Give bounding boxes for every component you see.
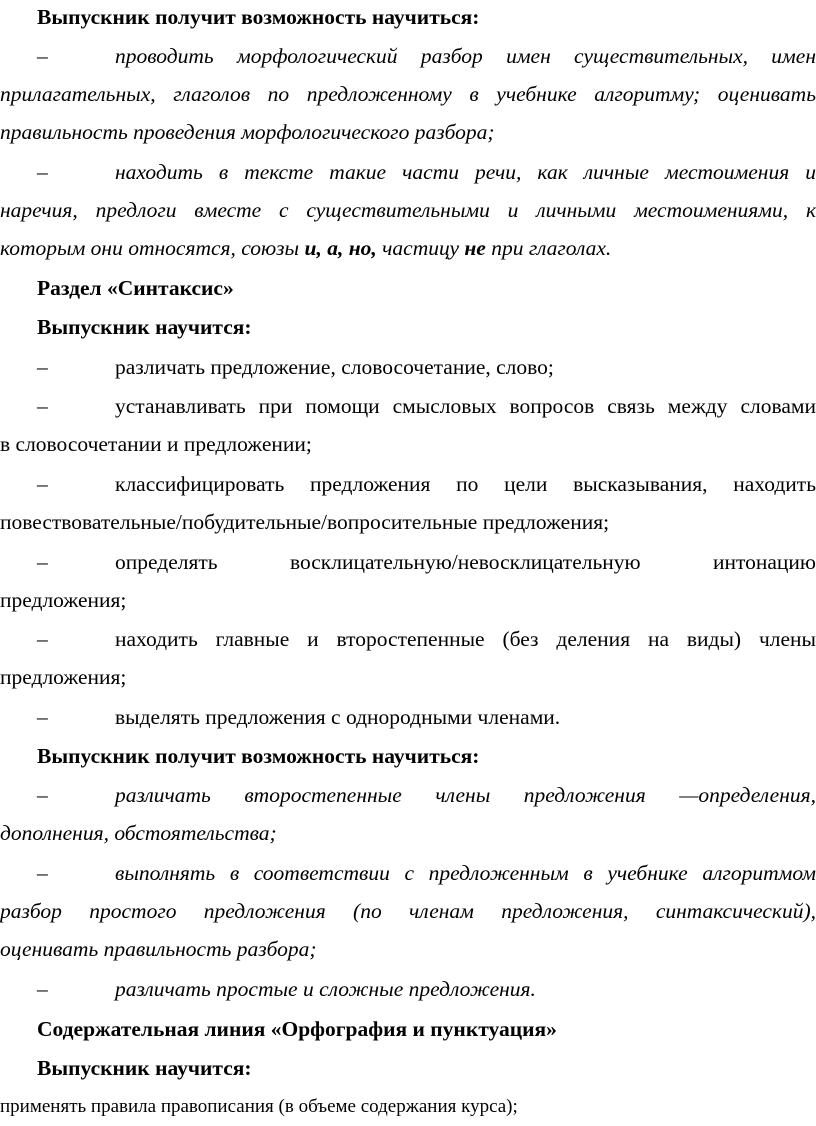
list-item: [0, 776, 816, 814]
list-item-text: находить в тексте такие части речи, как личные местоимения и: [115, 160, 816, 184]
list-item-text: выделять предложения с однородными членами.: [115, 705, 561, 729]
dash-bullet: –: [37, 44, 48, 68]
list-item-continuation: повествовательные/побудительные/вопросительные предложения;: [0, 510, 610, 534]
dash-bullet: –: [37, 627, 48, 651]
heading-will-learn-2: Выпускник научится:: [37, 1056, 252, 1080]
list-item-text: классифицировать предложения по цели высказывания, находить: [115, 472, 816, 496]
list-item-text: различать второстепенные члены предложения —определения,: [115, 783, 816, 807]
list-item-continuation: в словосочетании и предложении;: [0, 432, 312, 456]
list-item: [0, 387, 816, 425]
dash-bullet: –: [37, 783, 48, 807]
list-item-text: различать предложение, словосочетание, слово;: [115, 355, 554, 379]
list-item: [0, 698, 816, 736]
list-item-text: определять восклицательную/невосклицательную интонацию: [115, 550, 816, 574]
dash-bullet: –: [37, 160, 48, 184]
dash-bullet: –: [37, 472, 48, 496]
dash-bullet: –: [37, 355, 48, 379]
list-item: [0, 854, 816, 892]
heading-can-learn-2: Выпускник получит возможность научиться:: [37, 744, 480, 768]
conjunctions-emphasis: и, а, но,: [304, 236, 377, 260]
list-item: [0, 348, 816, 386]
section-title-syntax: Раздел «Синтаксис»: [37, 276, 234, 300]
dash-bullet: –: [37, 394, 48, 418]
list-item-continuation: оценивать правильность разбора;: [0, 937, 317, 961]
list-item-continuation: [0, 229, 816, 267]
list-item: [0, 970, 816, 1008]
list-item: [0, 620, 816, 658]
dash-bullet: –: [37, 550, 48, 574]
list-item-text: устанавливать при помощи смысловых вопросов связь между словами: [115, 394, 816, 418]
list-item-text: проводить морфологический разбор имен существительных, имен: [115, 44, 816, 68]
list-item-continuation: предложения;: [0, 665, 127, 689]
list-item: [0, 37, 816, 75]
text-run: частицу: [376, 236, 465, 260]
list-item-continuation: разбор простого предложения (по членам предложения, синтаксический),: [0, 899, 816, 923]
dash-bullet: –: [37, 861, 48, 885]
list-item-text: различать простые и сложные предложения.: [115, 977, 536, 1001]
list-item-text: находить главные и второстепенные (без деления на виды) члены: [115, 627, 816, 651]
list-item-continuation: прилагательных, глаголов по предложенному в учебнике алгоритму; оценивать: [0, 82, 816, 106]
dash-bullet: –: [37, 977, 48, 1001]
particle-emphasis: не: [464, 236, 486, 260]
text-run: которым они относятся, союзы: [0, 236, 305, 260]
list-item-continuation: дополнения, обстоятельства;: [0, 821, 277, 845]
list-item-continuation: наречия, предлоги вместе с существительными и личными местоимениями, к: [0, 198, 816, 222]
list-item-continuation: правильность проведения морфологического разбора;: [0, 120, 495, 144]
list-item-text: применять правила правописания (в объеме содержания курса);: [0, 1096, 518, 1117]
list-item: [0, 465, 816, 503]
dash-bullet: –: [37, 705, 48, 729]
list-item-continuation: предложения;: [0, 588, 127, 612]
heading-can-learn-1: Выпускник получит возможность научиться:: [37, 5, 480, 29]
heading-will-learn: Выпускник научится:: [37, 315, 252, 339]
list-item: [0, 153, 816, 191]
list-item: [0, 543, 816, 581]
list-item-text: выполнять в соответствии с предложенным в учебнике алгоритмом: [115, 861, 816, 885]
section-title-orthography: Содержательная линия «Орфография и пунктуация»: [37, 1017, 557, 1041]
text-run: при глаголах.: [485, 236, 612, 260]
